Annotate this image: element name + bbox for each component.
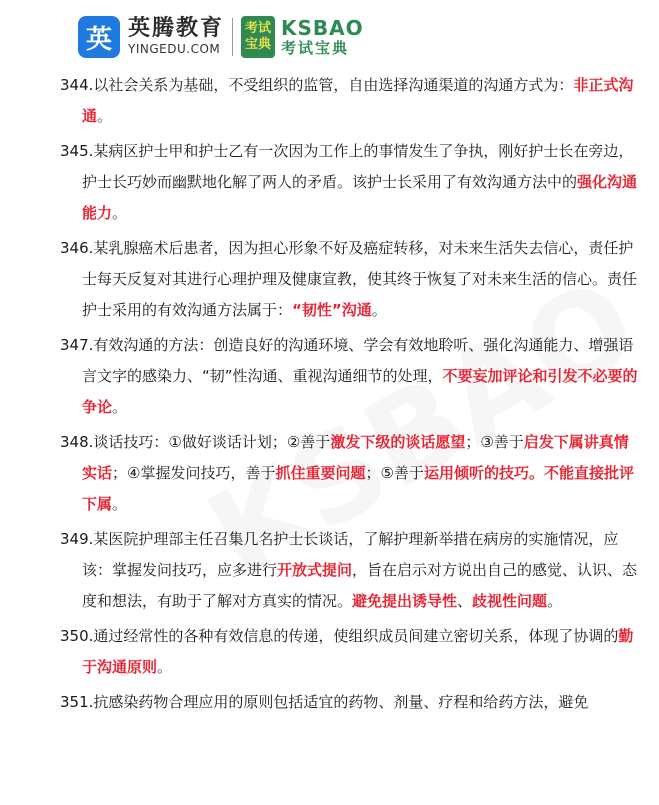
question-list (60, 70, 642, 722)
question-number: 344. (60, 76, 94, 94)
question-text: 某乳腺癌术后患者，因为担心形象不好及癌症转移，对未来生活失去信心，责任护士每天反复对其进行心理护理及健康宣教，使其终于恢复了对未来生活的信心。责任护士采用的有效沟通方法属于： (82, 239, 638, 319)
ksbao-badge-icon (241, 16, 275, 58)
question-text: ；③善于 (465, 433, 524, 451)
question-number: 349. (60, 530, 94, 548)
question-item (60, 524, 642, 617)
question-item (60, 427, 642, 520)
question-item (60, 687, 642, 718)
yingedu-brand (128, 17, 224, 57)
highlight-answer: 不要妄加评论和引发不必要的争论 (82, 367, 638, 416)
highlight-answer: 运用倾听的技巧。不能直接批评下属 (82, 464, 634, 513)
highlight-answer: 强化沟通能力 (82, 173, 638, 222)
question-text: 。 (547, 592, 563, 610)
highlight-answer: 歧视性问题 (472, 592, 548, 610)
question-item (60, 621, 642, 683)
question-text: 通过经常性的各种有效信息的传递，使组织成员间建立密切关系，体现了协调的 (93, 627, 619, 645)
question-item (60, 330, 642, 423)
question-text: ；⑤善于 (365, 464, 424, 482)
highlight-answer: “韧性”沟通 (292, 301, 372, 319)
ksbao-name-cn: 考试宝典 (281, 39, 350, 57)
question-text: 。 (371, 301, 387, 319)
question-item (60, 233, 642, 326)
question-item (60, 70, 642, 132)
question-text: 。 (112, 495, 128, 513)
question-text: 。 (97, 107, 113, 125)
highlight-answer: 抓住重要问题 (275, 464, 366, 482)
highlight-answer: 启发下属讲真情实话 (82, 433, 629, 482)
yingedu-logo-icon: 英 (78, 16, 120, 58)
question-text: 。 (112, 204, 128, 222)
question-text: 某医院护理部主任召集几名护士长谈话，了解护理新举措在病房的实施情况，应该：掌握发问技巧，应多进行 (82, 530, 619, 579)
question-text: 某病区护士甲和护士乙有一次因为工作上的事情发生了争执，刚好护士长在旁边，护士长巧妙而幽默地化解了两人的矛盾。该护士长采用了有效沟通方法中的 (82, 142, 634, 191)
highlight-answer: 非正式沟通 (82, 76, 634, 125)
ksbao-name-en: KSBAO (281, 16, 364, 40)
highlight-answer: 勤于沟通原则 (82, 627, 634, 676)
brand-name-en: YINGEDU.COM (128, 42, 221, 56)
badge-line-2: 宝典 (245, 37, 272, 52)
ksbao-brand (281, 17, 364, 57)
highlight-answer: 避免提出诱导性 (352, 592, 458, 610)
question-text: 。 (112, 398, 128, 416)
question-number: 350. (60, 627, 94, 645)
question-number: 351. (60, 693, 94, 711)
question-number: 345. (60, 142, 94, 160)
question-text: 抗感染药物合理应用的原则包括适宜的药物、剂量、疗程和给药方法，避免 (93, 693, 589, 711)
question-item (60, 136, 642, 229)
question-text: 。 (157, 658, 173, 676)
question-text: 以社会关系为基础，不受组织的监管，自由选择沟通渠道的沟通方式为： (93, 76, 574, 94)
highlight-answer: 开放式提问 (277, 561, 353, 579)
brand-header (78, 12, 364, 62)
question-text: ；④掌握发问技巧，善于 (112, 464, 276, 482)
badge-line-1: 考试 (245, 21, 272, 36)
question-number: 348. (60, 433, 94, 451)
brand-name-cn: 英腾教育 (128, 16, 225, 41)
question-number: 347. (60, 336, 94, 354)
question-text: 谈话技巧：①做好谈话计划；②善于 (93, 433, 331, 451)
highlight-answer: 激发下级的谈话愿望 (330, 433, 466, 451)
question-number: 346. (60, 239, 94, 257)
question-text: 、 (457, 592, 473, 610)
header-divider (232, 18, 233, 56)
question-text: ，旨在启示对方说出自己的感觉、认识、态度和想法，有助于了解对方真实的情况。 (82, 561, 638, 610)
question-text: 有效沟通的方法：创造良好的沟通环境、学会有效地聆听、强化沟通能力、增强语言文字的感染力、“韧”性沟通、重视沟通细节的处理， (82, 336, 634, 385)
